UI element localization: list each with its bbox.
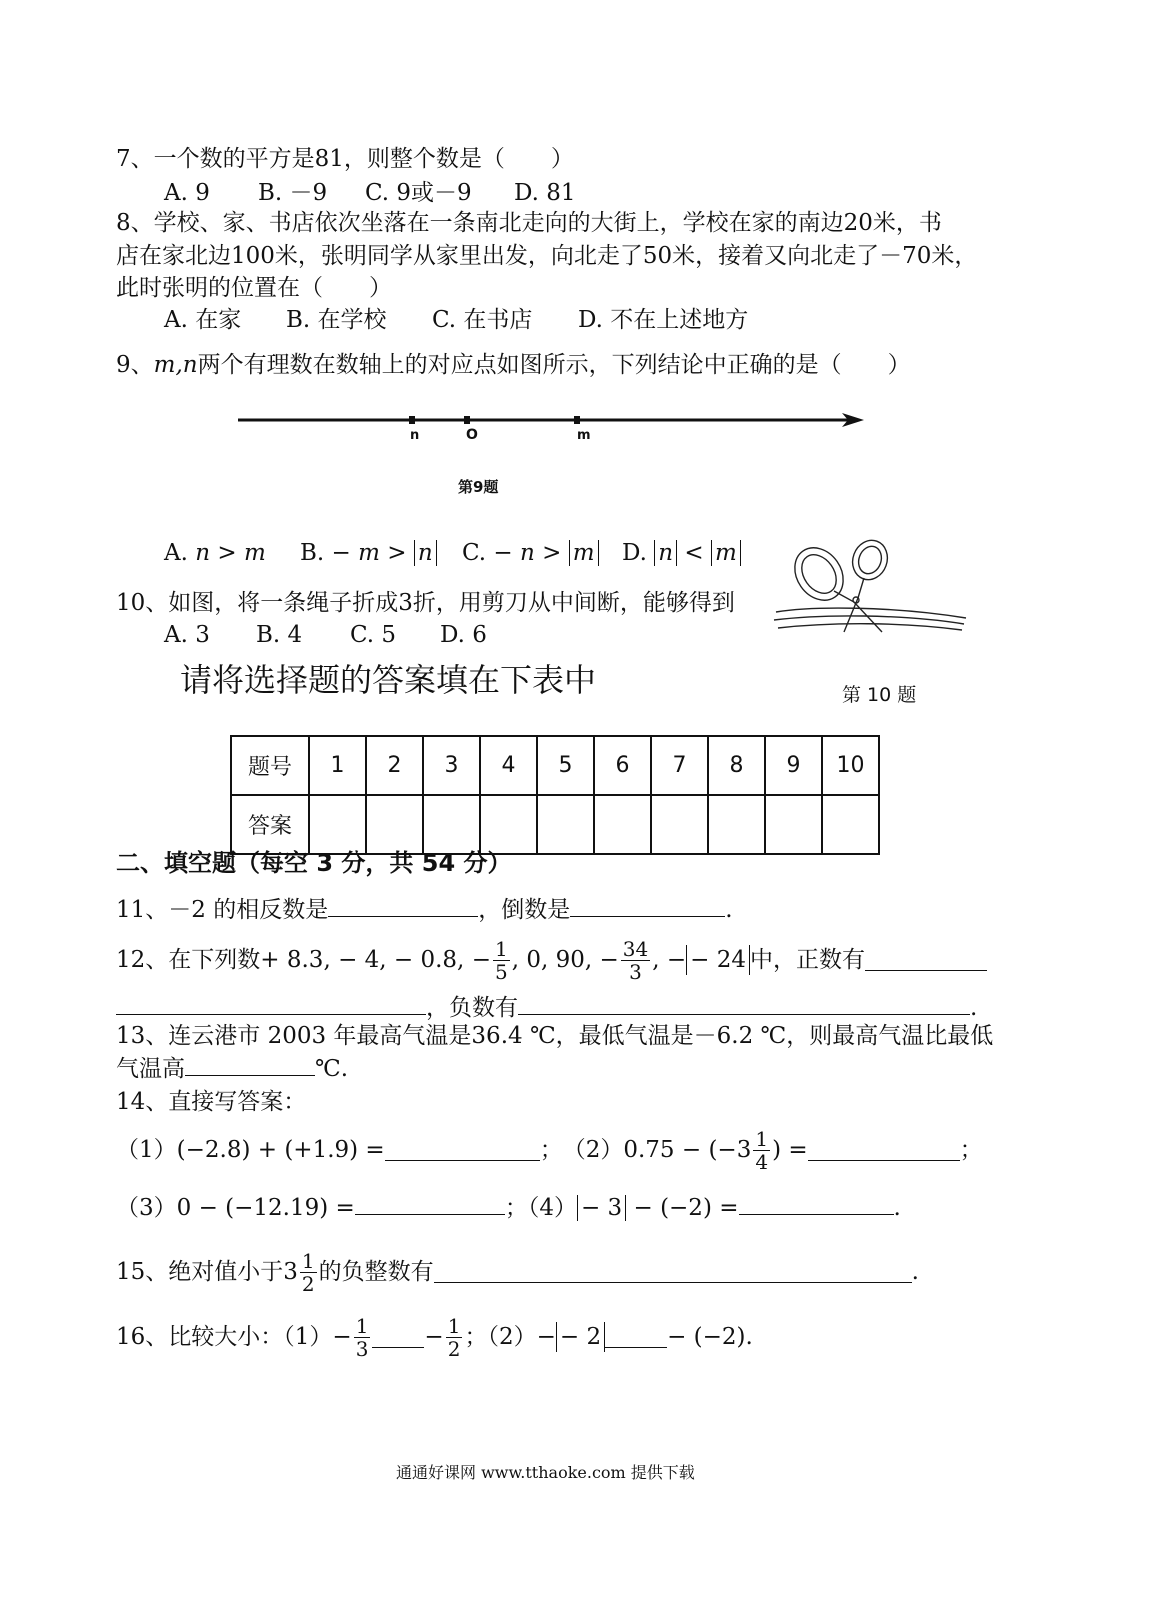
answer-table (230, 735, 880, 855)
fraction: $\frac{1}{5}$ (494, 936, 508, 984)
table-row (231, 795, 879, 854)
q15: 15、绝对值小于 3 $\frac{1}{2}$ 的负整数有 . (116, 1248, 919, 1296)
q11: 11、－2 的相反数是 ，倒数是 . (116, 897, 733, 923)
table-cell: 3 (423, 736, 480, 795)
footer-text: 通通好课网 www.tthaoke.com 提供下载 (396, 1463, 695, 1482)
q10-option-b: B. 4 (256, 622, 303, 648)
axis-label-n: n (410, 428, 420, 443)
table-row-label: 题号 (231, 736, 309, 795)
axis-label-o: O (466, 427, 478, 443)
q8-line1: 8、学校、家、书店依次坐落在一条南北走向的大街上，学校在家的南边20米，书 (116, 210, 942, 236)
answer-cell-6[interactable] (594, 795, 651, 854)
q13-line1: 13、连云港市 2003 年最高气温是36.4 ℃，最低气温是－6.2 ℃，则最高气温比最低 (116, 1023, 994, 1049)
q9-option-b: B. − m > n (300, 538, 437, 568)
q11-blank-1[interactable] (328, 896, 478, 917)
answer-cell-2[interactable] (366, 795, 423, 854)
q11-blank-2[interactable] (570, 896, 725, 917)
q10-option-d: D. 6 (440, 622, 487, 648)
q16: 16、比较大小：（1） − $\frac{1}{3}$ − $\frac{1}{2}$ ；（2） − − 2 − (−2) . (116, 1313, 753, 1361)
q14-blank-4[interactable] (739, 1194, 894, 1215)
q10-stem: 10、如图，将一条绳子折成3折，用剪刀从中间断，能够得到 (116, 590, 735, 616)
table-cell: 8 (708, 736, 765, 795)
q9-option-d: D. n < m (622, 538, 741, 568)
answer-cell-7[interactable] (651, 795, 708, 854)
q10-option-c: C. 5 (350, 622, 397, 648)
fraction: $\frac{1}{2}$ (301, 1248, 315, 1296)
answer-cell-5[interactable] (537, 795, 594, 854)
q7-option-a: A. 9 (164, 180, 210, 206)
q7-stem: 7、一个数的平方是81，则整个数是（ ） (116, 146, 574, 172)
table-row-label: 答案 (231, 795, 309, 854)
fraction: $\frac{1}{2}$ (447, 1313, 461, 1361)
q7-option-d: D. 81 (514, 180, 576, 206)
answer-table-title: 请将选择题的答案填在下表中 (180, 661, 597, 699)
axis-label-m: m (577, 428, 591, 443)
answer-cell-1[interactable] (309, 795, 366, 854)
tick-o (464, 416, 470, 424)
q8-option-d: D. 不在上述地方 (578, 307, 749, 333)
answer-cell-10[interactable] (822, 795, 879, 854)
q14-blank-2[interactable] (808, 1140, 960, 1161)
fraction: $\frac{1}{4}$ (755, 1126, 769, 1174)
q12-blank-negative[interactable] (518, 994, 970, 1015)
q8-option-c: C. 在书店 (432, 307, 533, 333)
q14-row2: （3）0 − (−12.19) = ；（4） − 3 − (−2) = . (116, 1195, 901, 1221)
number-line (236, 405, 866, 445)
q14-stem: 14、直接写答案： (116, 1089, 307, 1115)
fraction: $\frac{34}{3}$ (622, 936, 649, 984)
table-cell: 4 (480, 736, 537, 795)
tick-m (574, 416, 580, 424)
q8-line3: 此时张明的位置在（ ） (116, 275, 392, 301)
q12-blank-positive-cont[interactable] (116, 994, 426, 1015)
q10-option-a: A. 3 (164, 622, 210, 648)
table-cell: 6 (594, 736, 651, 795)
q14-blank-1[interactable] (385, 1140, 540, 1161)
table-cell: 10 (822, 736, 879, 795)
table-cell: 2 (366, 736, 423, 795)
q9-vars: m,n (153, 352, 198, 378)
q14-row1: （1） (−2.8) + (+1.9) = ； （2） 0.75 − (−3 $\frac{1}{4}$ ) = ； (116, 1126, 983, 1174)
q9-prefix: 9、 (116, 352, 154, 378)
q12-line2: ，负数有 . (116, 993, 977, 1023)
q15-blank[interactable] (434, 1262, 912, 1283)
q9-stem-text: 两个有理数在数轴上的对应点如图所示，下列结论中正确的是（ ） (197, 352, 911, 378)
q9-option-c: C. − n > m (462, 538, 599, 568)
q14-blank-3[interactable] (355, 1194, 505, 1215)
section2-heading: 二、填空题（每空 3 分，共 54 分） (116, 849, 512, 877)
q8-option-a: A. 在家 (164, 307, 242, 333)
answer-cell-9[interactable] (765, 795, 822, 854)
answer-cell-3[interactable] (423, 795, 480, 854)
q16-blank-1[interactable] (372, 1327, 424, 1348)
tick-n (409, 416, 415, 424)
q10-caption: 第 10 题 (842, 684, 917, 706)
q16-blank-2[interactable] (605, 1327, 667, 1348)
q9-stem (116, 350, 911, 380)
table-cell: 9 (765, 736, 822, 795)
scissors-rope-illustration (772, 536, 972, 636)
answer-cell-8[interactable] (708, 795, 765, 854)
q7-option-b: B. －9 (258, 180, 328, 206)
table-cell: 5 (537, 736, 594, 795)
q13-line2: 气温高 ℃. (116, 1056, 349, 1082)
fraction: $\frac{1}{3}$ (355, 1313, 369, 1361)
q13-blank[interactable] (185, 1055, 315, 1076)
q12-line1: 12、在下列数 + 8.3, − 4, − 0.8, − $\frac{1}{5}$ , 0, 90, − $\frac{34}{3}$ , − − 24 中，正数有 (116, 930, 987, 990)
table-row (231, 736, 879, 795)
table-cell: 1 (309, 736, 366, 795)
q7-option-c: C. 9或－9 (365, 180, 472, 206)
q9-option-a: A. n > m (164, 540, 266, 566)
answer-cell-4[interactable] (480, 795, 537, 854)
q9-caption: 第9题 (458, 478, 499, 496)
table-cell: 7 (651, 736, 708, 795)
q8-option-b: B. 在学校 (286, 307, 387, 333)
q8-line2: 店在家北边100米，张明同学从家里出发，向北走了50米，接着又向北走了－70米， (116, 243, 978, 269)
q12-blank-positive[interactable] (865, 950, 987, 971)
